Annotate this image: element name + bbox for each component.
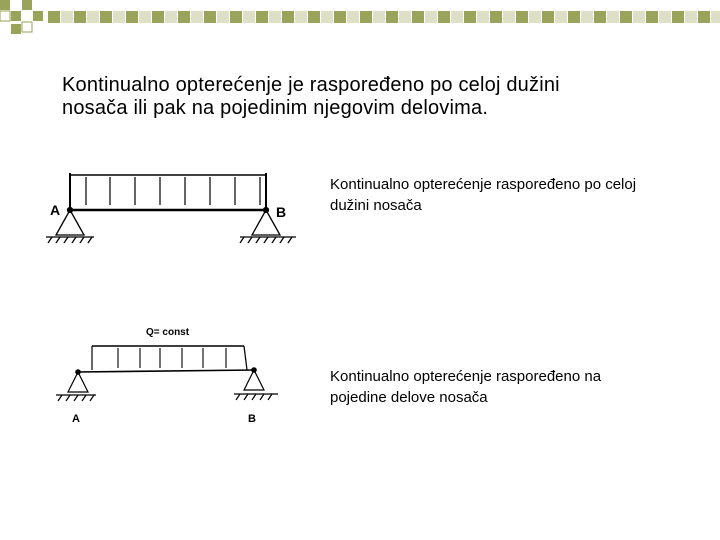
decoration-square	[230, 11, 242, 23]
load-label: Q= const	[146, 327, 190, 338]
decoration-square	[503, 11, 515, 23]
caption-1-line-1: Kontinualno opterećenje raspoređeno po celoj	[330, 176, 637, 193]
caption-2-line-1: Kontinualno opterećenje raspoređeno na	[330, 368, 602, 385]
decoration-square	[516, 11, 528, 23]
distributed-load	[70, 173, 266, 210]
decoration-square	[607, 11, 619, 23]
slide-body-text	[62, 74, 682, 120]
decoration-square	[438, 11, 450, 23]
decoration-square	[165, 11, 177, 23]
support-right	[240, 208, 296, 244]
beam-diagram-full-load	[40, 165, 300, 265]
support-label-b: B	[248, 413, 256, 425]
decoration-square	[555, 11, 567, 23]
beam-diagram-partial-load	[48, 318, 288, 430]
decoration-square	[399, 11, 411, 23]
decoration-square	[217, 11, 229, 23]
decoration-square	[698, 11, 710, 23]
decoration-square	[256, 11, 268, 23]
decoration-square	[126, 11, 138, 23]
caption-full-load	[330, 174, 710, 216]
decoration-square	[22, 22, 32, 32]
decoration-square	[178, 11, 190, 23]
decoration-square	[282, 11, 294, 23]
decoration-square	[412, 11, 424, 23]
caption-1-line-2: dužini nosača	[330, 197, 422, 214]
support-left	[56, 370, 96, 401]
decoration-square	[542, 11, 554, 23]
decoration-square	[568, 11, 580, 23]
decoration-square	[139, 11, 151, 23]
header-decoration	[0, 0, 720, 40]
decoration-square	[360, 11, 372, 23]
decoration-square	[594, 11, 606, 23]
decoration-square	[425, 11, 437, 23]
support-label-a: A	[50, 202, 61, 218]
decoration-square	[334, 11, 346, 23]
decoration-square	[659, 11, 671, 23]
decoration-square	[451, 11, 463, 23]
decoration-square	[191, 11, 203, 23]
decoration-square	[33, 11, 43, 21]
body-line-2: nosača ili pak na pojedinim njegovim delovima.	[62, 97, 489, 119]
decoration-square	[152, 11, 164, 23]
support-label-a: A	[72, 413, 80, 425]
decoration-squares-row	[48, 11, 720, 23]
decoration-square	[308, 11, 320, 23]
decoration-square	[295, 11, 307, 23]
decoration-square	[74, 11, 86, 23]
caption-partial-load	[330, 366, 710, 408]
decoration-square	[321, 11, 333, 23]
decoration-square	[61, 11, 73, 23]
decoration-square	[711, 11, 720, 23]
decoration-square	[0, 11, 10, 21]
distributed-load	[92, 346, 247, 370]
beam-line	[76, 370, 256, 372]
decoration-square	[0, 0, 10, 10]
body-line-1: Kontinualno opterećenje je raspoređeno po celoj dužini	[62, 74, 560, 96]
decoration-square	[269, 11, 281, 23]
support-label-b: B	[276, 204, 287, 220]
decoration-square	[204, 11, 216, 23]
decoration-square	[48, 11, 60, 23]
decoration-square	[490, 11, 502, 23]
decoration-square	[386, 11, 398, 23]
decoration-square	[373, 11, 385, 23]
decoration-square	[22, 0, 32, 10]
decoration-square	[529, 11, 541, 23]
decoration-square	[347, 11, 359, 23]
support-right	[234, 368, 278, 400]
decoration-square	[581, 11, 593, 23]
decoration-square	[87, 11, 99, 23]
decoration-square	[11, 24, 21, 34]
decoration-square	[477, 11, 489, 23]
decoration-square	[620, 11, 632, 23]
decoration-square	[243, 11, 255, 23]
caption-2-line-2: pojedine delove nosača	[330, 389, 488, 406]
decoration-square	[685, 11, 697, 23]
decoration-square	[113, 11, 125, 23]
decoration-square	[646, 11, 658, 23]
decoration-square	[11, 11, 21, 21]
decoration-square	[633, 11, 645, 23]
decoration-square	[100, 11, 112, 23]
decoration-square	[464, 11, 476, 23]
decoration-square	[672, 11, 684, 23]
